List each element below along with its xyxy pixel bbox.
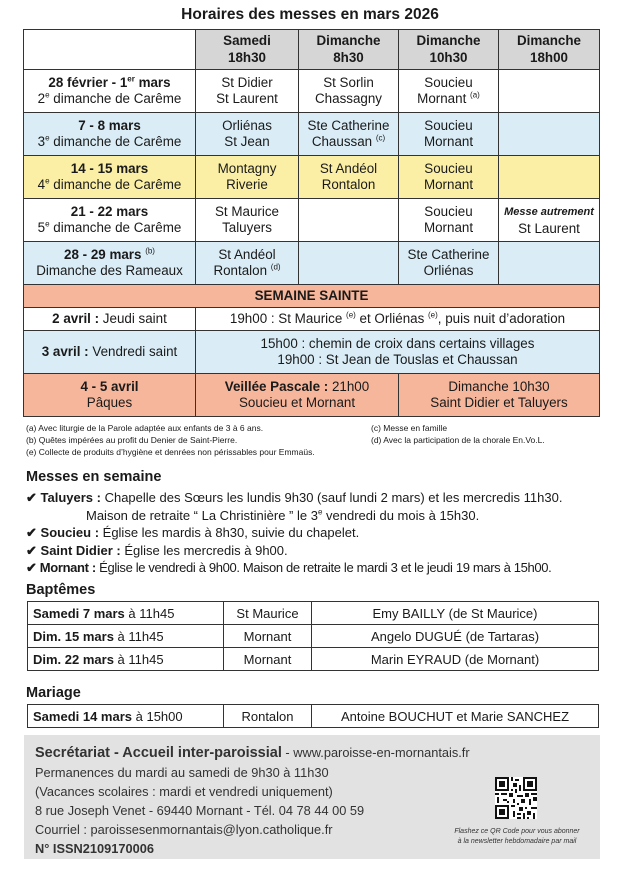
saturday-1830-cell: Orliénas St Jean: [196, 113, 299, 156]
vendredi-saint-detail: 15h00 : chemin de croix dans certains villages 19h00 : St Jean de Touslas et Chaussan: [196, 331, 600, 374]
header-empty-cell: [24, 30, 196, 70]
week-row-5: [24, 242, 600, 285]
email[interactable]: Courriel : paroissesenmornantais@lyon.catholique.fr: [35, 822, 333, 837]
table-row: [28, 625, 599, 648]
sunday-1030-cell: Soucieu Mornant: [399, 199, 499, 242]
bapteme-date: Dim. 22 mars à 11h45: [28, 648, 224, 671]
paques-date: 4 - 5 avril Pâques: [24, 374, 196, 417]
page-title: Horaires des messes en mars 2026: [181, 6, 439, 23]
mariage-title: Mariage: [26, 685, 81, 701]
veillee-pascale-cell: Veillée Pascale : 21h00 Soucieu et Mornant: [196, 374, 399, 417]
vacances: (Vacances scolaires : mardi et vendredi uniquement): [35, 784, 333, 799]
footnote-a: (a) Avec liturgie de la Parole adaptée aux enfants de 3 à 6 ans.: [26, 423, 264, 433]
sunday-1030-cell: Soucieu Mornant: [399, 113, 499, 156]
header-saturday-1830: Samedi 18h30: [196, 30, 299, 70]
jeudi-saint-date: 2 avril : Jeudi saint: [24, 308, 196, 331]
footnotes: [26, 422, 601, 458]
jeudi-saint-row: [24, 308, 600, 331]
footnote-b: (b) Quêtes impérées au profit du Denier de Saint-Pierre.: [26, 435, 238, 445]
week-date-cell: 28 - 29 mars $^{(b)}$ Dimanche des Rameaux: [24, 242, 196, 285]
header-sunday-1800: Dimanche 18h00: [499, 30, 600, 70]
week-date-cell: 21 - 22 mars 5e dimanche de Carême: [24, 199, 196, 242]
sunday-1030-cell: Soucieu Mornant: [399, 156, 499, 199]
weekday-item-taluyers: ✔ Taluyers : Chapelle des Sœurs les lundis 9h30 (sauf lundi 2 mars) et les mercredis 11h30.: [26, 490, 563, 505]
saturday-1830-cell: St Maurice Taluyers: [196, 199, 299, 242]
weekday-item-mornant: ✔ Mornant : Église le vendredi à 9h00. Maison de retraite le mardi 3 et le jeudi 19 mars à 15h00.: [26, 560, 552, 576]
saturday-1830-cell: Montagny Riverie: [196, 156, 299, 199]
saturday-1830-cell: St Andéol Rontalon $^{(d)}$: [196, 242, 299, 285]
sunday-1800-cell: [499, 113, 600, 156]
mariage-table: [27, 704, 599, 728]
footnote-c: (c) Messe en famille: [371, 423, 448, 433]
secretariat-info: [35, 743, 470, 858]
bapteme-place: St Maurice: [224, 602, 312, 625]
bapteme-name: Emy BAILLY (de St Maurice): [312, 602, 599, 625]
bapteme-place: Mornant: [224, 648, 312, 671]
vendredi-saint-date: 3 avril : Vendredi saint: [24, 331, 196, 374]
check-icon: ✔: [26, 560, 37, 576]
table-row: [28, 602, 599, 625]
secretariat-title: Secrétariat - Accueil inter-paroissial: [35, 745, 282, 761]
sunday-0830-cell: [299, 199, 399, 242]
week-row-3: [24, 156, 600, 199]
footnote-d: (d) Avec la participation de la chorale En.Vo.L.: [371, 435, 545, 445]
paques-row: [24, 374, 600, 417]
bapteme-date: Dim. 15 mars à 11h45: [28, 625, 224, 648]
sunday-1030-cell: Soucieu Mornant $^{(a)}$: [399, 70, 499, 113]
address: 8 rue Joseph Venet - 69440 Mornant - Tél. 04 78 44 00 59: [35, 803, 365, 818]
footnote-e: (e) Collecte de produits d’hygiène et denrées non périssables pour Emmaüs.: [26, 447, 315, 457]
week-date-cell: 28 février - 1er mars 2e dimanche de Carême: [24, 70, 196, 113]
week-row-2: [24, 113, 600, 156]
sunday-1800-cell: [499, 156, 600, 199]
permanences: Permanences du mardi au samedi de 9h30 à 11h30: [35, 765, 329, 780]
mariage-names: Antoine BOUCHUT et Marie SANCHEZ: [312, 705, 599, 728]
sunday-1800-cell: [499, 70, 600, 113]
week-date-cell: 14 - 15 mars 4e dimanche de Carême: [24, 156, 196, 199]
sunday-1800-cell: Messe autrement St Laurent: [499, 199, 600, 242]
semaine-sainte-row: [24, 285, 600, 308]
paques-dimanche-cell: Dimanche 10h30 Saint Didier et Taluyers: [399, 374, 600, 417]
vendredi-saint-row: [24, 331, 600, 374]
bapteme-date: Samedi 7 mars à 11h45: [28, 602, 224, 625]
saturday-1830-cell: St Didier St Laurent: [196, 70, 299, 113]
sunday-1030-cell: Ste Catherine Orliénas: [399, 242, 499, 285]
weekday-item-soucieu: ✔ Soucieu : Église les mardis à 8h30, suivie du chapelet.: [26, 525, 360, 541]
check-icon: ✔: [26, 525, 37, 541]
weekday-item-saint-didier: ✔ Saint Didier : Église les mercredis à 9h00.: [26, 542, 288, 558]
check-icon: ✔: [26, 542, 37, 558]
bapteme-name: Angelo DUGUÉ (de Tartaras): [312, 625, 599, 648]
jeudi-saint-detail: 19h00 : St Maurice $^{(e)}$ et Orliénas $^{(e)}$, puis nuit d’adoration: [196, 308, 600, 331]
table-row: [28, 648, 599, 671]
schedule-header-row: [24, 30, 600, 70]
qr-code-icon[interactable]: [495, 777, 537, 819]
semaine-sainte-label: SEMAINE SAINTE: [24, 285, 600, 308]
weekday-item-taluyers-2: Maison de retraite “ La Christinière ” le 3e vendredi du mois à 15h30.: [86, 507, 480, 523]
mariage-place: Rontalon: [224, 705, 312, 728]
bapteme-place: Mornant: [224, 625, 312, 648]
sunday-1800-cell: [499, 242, 600, 285]
bapteme-name: Marin EYRAUD (de Mornant): [312, 648, 599, 671]
table-row: [28, 705, 599, 728]
baptemes-title: Baptêmes: [26, 582, 96, 598]
baptemes-table: [27, 601, 599, 671]
secretariat-footer: [24, 735, 600, 859]
week-date-cell: 7 - 8 mars 3e dimanche de Carême: [24, 113, 196, 156]
issn: N° ISSN2109170006: [35, 841, 154, 856]
mariage-date: Samedi 14 mars à 15h00: [28, 705, 224, 728]
header-sunday-1030: Dimanche 10h30: [399, 30, 499, 70]
week-row-1: [24, 70, 600, 113]
sunday-0830-cell: Ste Catherine Chaussan $^{(c)}$: [299, 113, 399, 156]
mass-schedule-table: [23, 29, 600, 417]
week-row-4: [24, 199, 600, 242]
sunday-0830-cell: St Andéol Rontalon: [299, 156, 399, 199]
qr-caption: Flashez ce QR Code pour vous abonner à la newsletter hebdomadaire par mail: [454, 828, 580, 845]
weekday-masses-list: [26, 489, 616, 577]
sunday-0830-cell: [299, 242, 399, 285]
sunday-0830-cell: St Sorlin Chassagny: [299, 70, 399, 113]
header-sunday-0830: Dimanche 8h30: [299, 30, 399, 70]
weekday-masses-title: Messes en semaine: [26, 469, 162, 485]
website-link[interactable]: - www.paroisse-en-mornantais.fr: [281, 745, 470, 760]
check-icon: ✔: [26, 490, 37, 505]
